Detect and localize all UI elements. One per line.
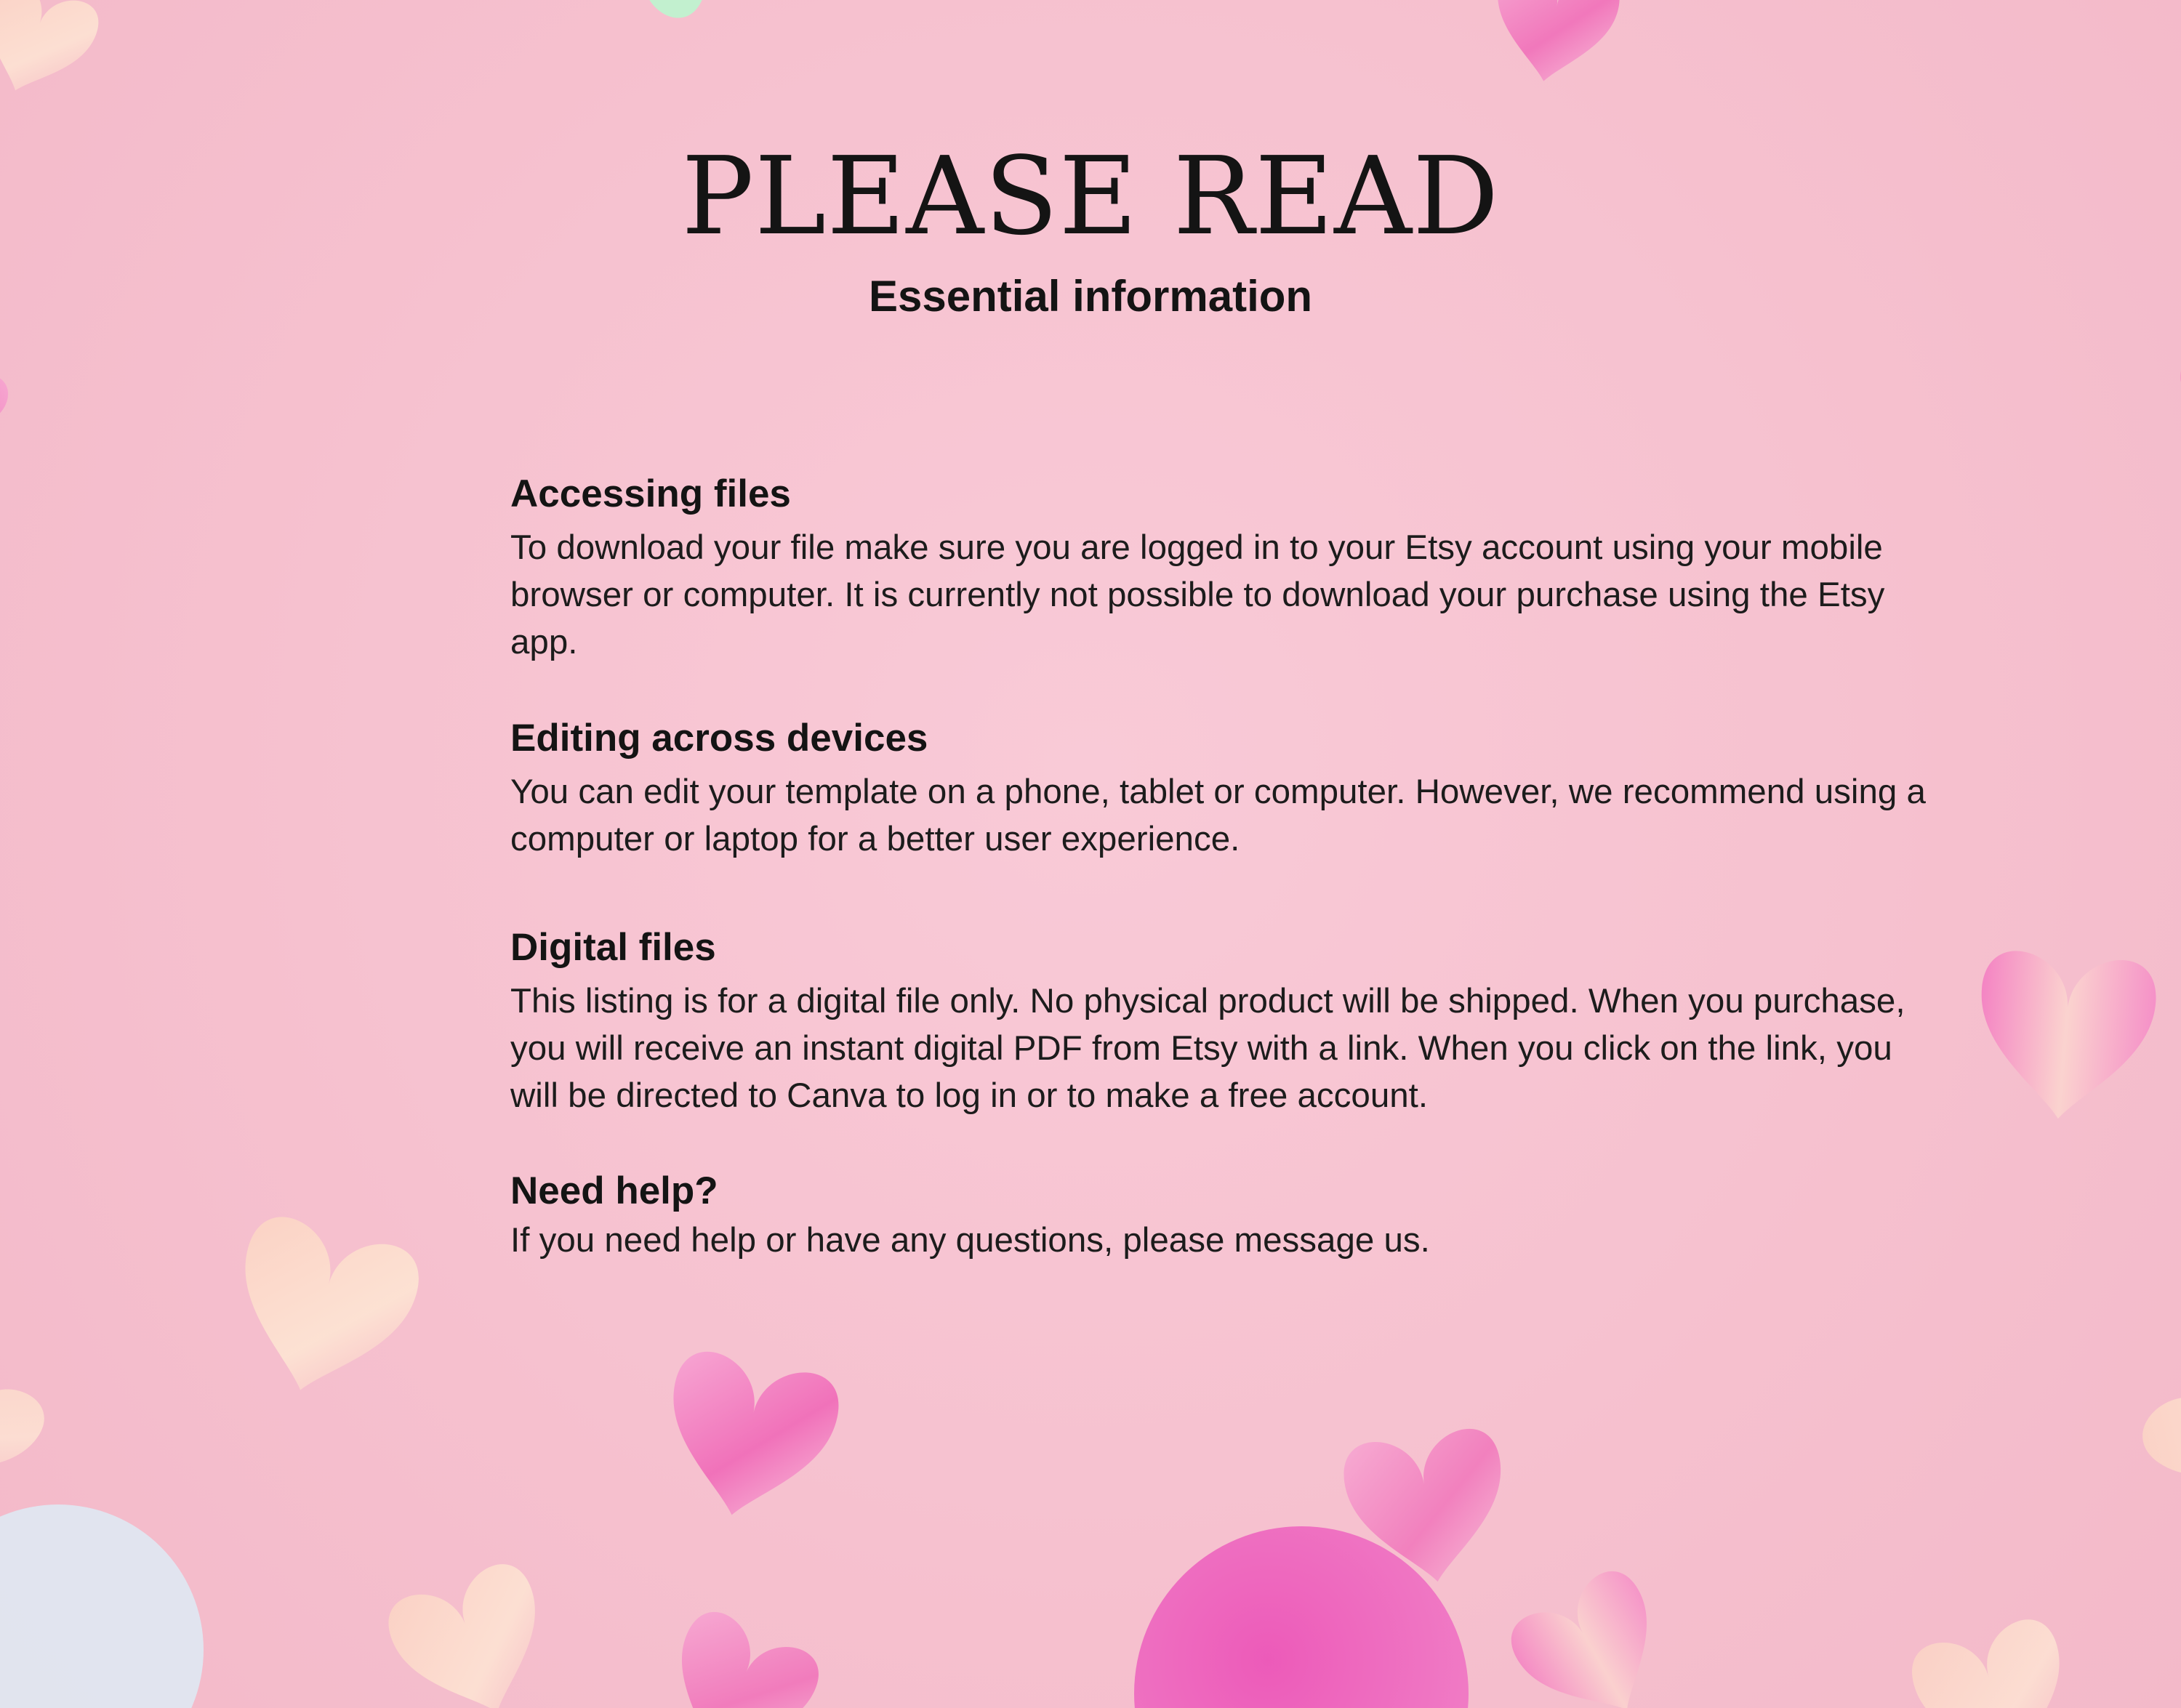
- section-body: To download your file make sure you are logged in to your Etsy account using your mobile browser or computer. It is currently not possible to download your purchase using the Etsy app.: [510, 528, 1885, 661]
- section-heading: Digital files: [510, 926, 716, 969]
- section-body: If you need help or have any questions, please message us.: [510, 1221, 1430, 1260]
- page-title: PLEASE READ: [681, 134, 1500, 259]
- section-body: You can edit your template on a phone, tablet or computer. However, we recommend using a computer or laptop for a better user experience.: [510, 773, 1926, 858]
- section-digital-files: [510, 922, 1928, 1119]
- section-body: This listing is for a digital file only. No physical product will be shipped. When you purchase, you will receive an instant digital PDF from Etsy with a link. When you click on the link, you will be directed to Canva to log in or to make a free account.: [510, 982, 1905, 1115]
- section-heading: Accessing files: [510, 472, 791, 515]
- section-need-help: [510, 1166, 1928, 1264]
- section-editing-across-devices: [510, 713, 1928, 863]
- section-accessing-files: [510, 469, 1928, 666]
- section-heading: Editing across devices: [510, 717, 928, 760]
- page-subtitle: Essential information: [868, 272, 1313, 321]
- section-heading: Need help?: [510, 1169, 718, 1212]
